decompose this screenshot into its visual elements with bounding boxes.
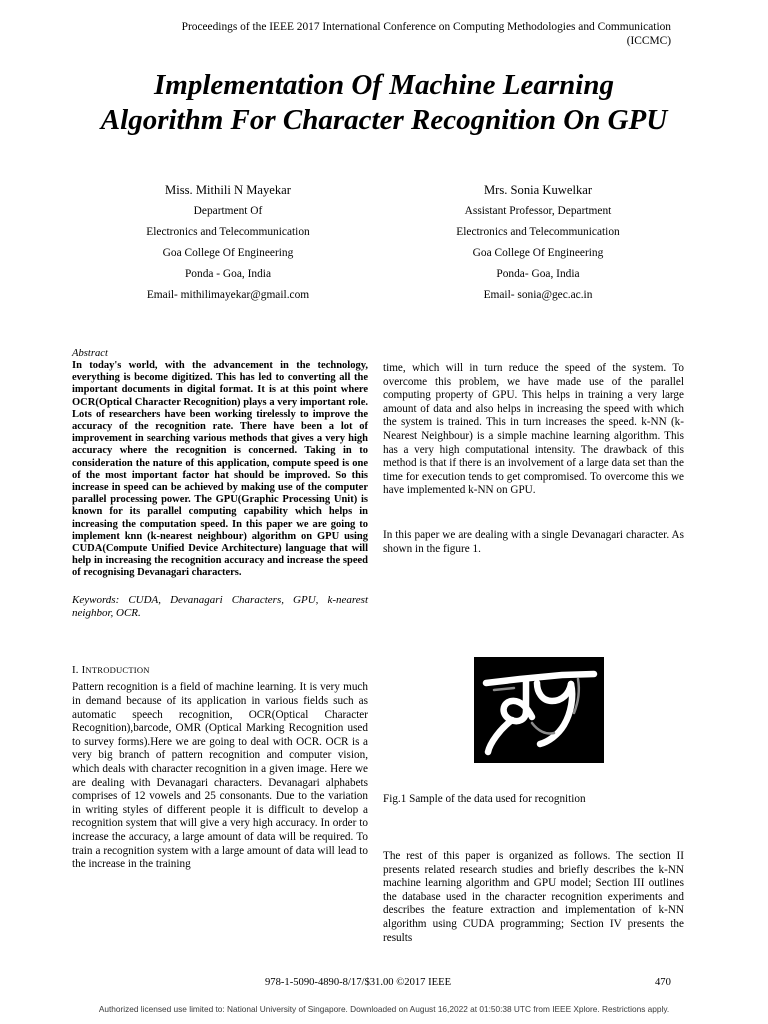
devanagari-character-image [474,657,604,763]
keywords: Keywords: CUDA, Devanagari Characters, GPU, k-nearest neighbor, OCR. [72,593,368,620]
figure-1-caption: Fig.1 Sample of the data used for recognition [383,793,586,805]
author-name: Miss. Mithili N Mayekar [165,183,291,197]
author-email: Email- mithilimayekar@gmail.com [146,289,310,301]
section-heading-introduction [72,664,368,676]
author-affiliation-line: Ponda - Goa, India [184,268,272,280]
author-affiliation-line: Electronics and Telecommunication [456,226,620,238]
conference-header: Proceedings of the IEEE 2017 International Conference on Computing Methodologies and Communication [181,21,671,33]
author-affiliation-line: Assistant Professor, Department [464,205,612,217]
abstract-label: Abstract [72,348,108,359]
author-affiliation-line: Department Of [193,205,263,217]
right-column-para1: time, which will in turn reduce the speed of the system. To overcome this problem, we have made use of the parallel computing property of GPU. This helps in training a very large amount of data and also helps in increasing the speed with which the system is trained. This in turn increases the speed. k-NN (k-Nearest Neighbour) is a simple machine learning algorithm. This has a very high computational intensity. The drawback of this method is that if there is an involvement of a large data set than the time for execution tends to get compromised. To overcome this we have implemented k-NN on GPU. [383,362,684,497]
right-column-para2: In this paper we are dealing with a single Devanagari character. As shown in the figure 1. [383,529,684,555]
footer-isbn: 978-1-5090-4890-8/17/$31.00 ©2017 IEEE [265,977,452,988]
paper-title-line2: Algorithm For Character Recognition On GPU [100,104,668,136]
author-affiliation-line: Ponda- Goa, India [496,268,580,280]
page-number: 470 [655,977,671,988]
abstract-text: In today's world, with the advancement in the technology, everything is become digitized. This has led to converting all the important documents in digital format. It is at this point where OCR(Optical Character Recognition) plays a very important role. Lots of researchers have been working tirelessly to improve the accuracy of the recognition rate. There have been a lot of improvement in searching various methods that gives a very high accuracy where the recognition is concerned. Taking in to consideration the nature of this application, compute speed is one of the most important factor hat should be improved. So this increase in speed can be achieved by making use of the computer parallel processing power. The GPU(Graphic Processing Unit) is known for its parallel computing capability which helps in increasing the computation speed. In this paper we are going to implement knn (k-nearest neighbour) algorithm on GPU using CUDA(Compute Unified Device Architecture) language that will help in increasing the recognition accuracy and increase the speed of recognising Devanagari characters. [72,360,368,579]
section-number: I. [72,664,79,677]
author-affiliation-line: Goa College Of Engineering [472,247,604,259]
author-email: Email- sonia@gec.ac.in [483,289,593,301]
introduction-text: Pattern recognition is a field of machine learning. It is very much in demand because of its application in various fields such as automatic speech recognition, OCR(Optical Character Recognition),barcode, OMR (Optical Marking Recognition used to survey forms).Here we are going to deal with OCR. OCR is a very big branch of pattern recognition and computer vision, which deals with character recognition in a given image. Here we are dealing with Devanagari characters. Devanagari alphabets comprises of 12 vowels and 25 consonants. Due to the variation in writing styles of different people it is difficult to develop a recognition system that will give a very high accuracy. In order to increase the accuracy, a large amount of data will be required. To train a recognition system with a large amount of data will lead to the increase in the training [72,681,368,871]
author-block-2 [404,180,672,306]
authorized-use-notice: Authorized licensed use limited to: National University of Singapore. Downloaded on August 16,2022 at 01:50:38 UTC from IEEE Xplore. Restrictions apply. [98,1004,670,1014]
left-column [72,348,368,872]
paper-title-line1: Implementation Of Machine Learning [153,69,614,101]
section-heading-initial: I [81,664,86,677]
author-affiliation-line: Goa College Of Engineering [162,247,294,259]
author-block-1 [94,180,362,306]
figure-1-image [474,657,604,763]
right-column-para3: The rest of this paper is organized as follows. The section II presents related research studies and briefly describes the k-NN machine learning algorithm and GPU model; Section III outlines the database used in the character recognition experiments and describes the feature extraction and implementation of k-NN algorithm using CUDA programming; Section IV presents the results [383,850,684,944]
section-heading-rest: NTRODUCTION [85,665,150,676]
author-affiliation-line: Electronics and Telecommunication [146,226,310,238]
conference-acronym: (ICCMC) [626,35,671,47]
author-name: Mrs. Sonia Kuwelkar [483,183,593,197]
